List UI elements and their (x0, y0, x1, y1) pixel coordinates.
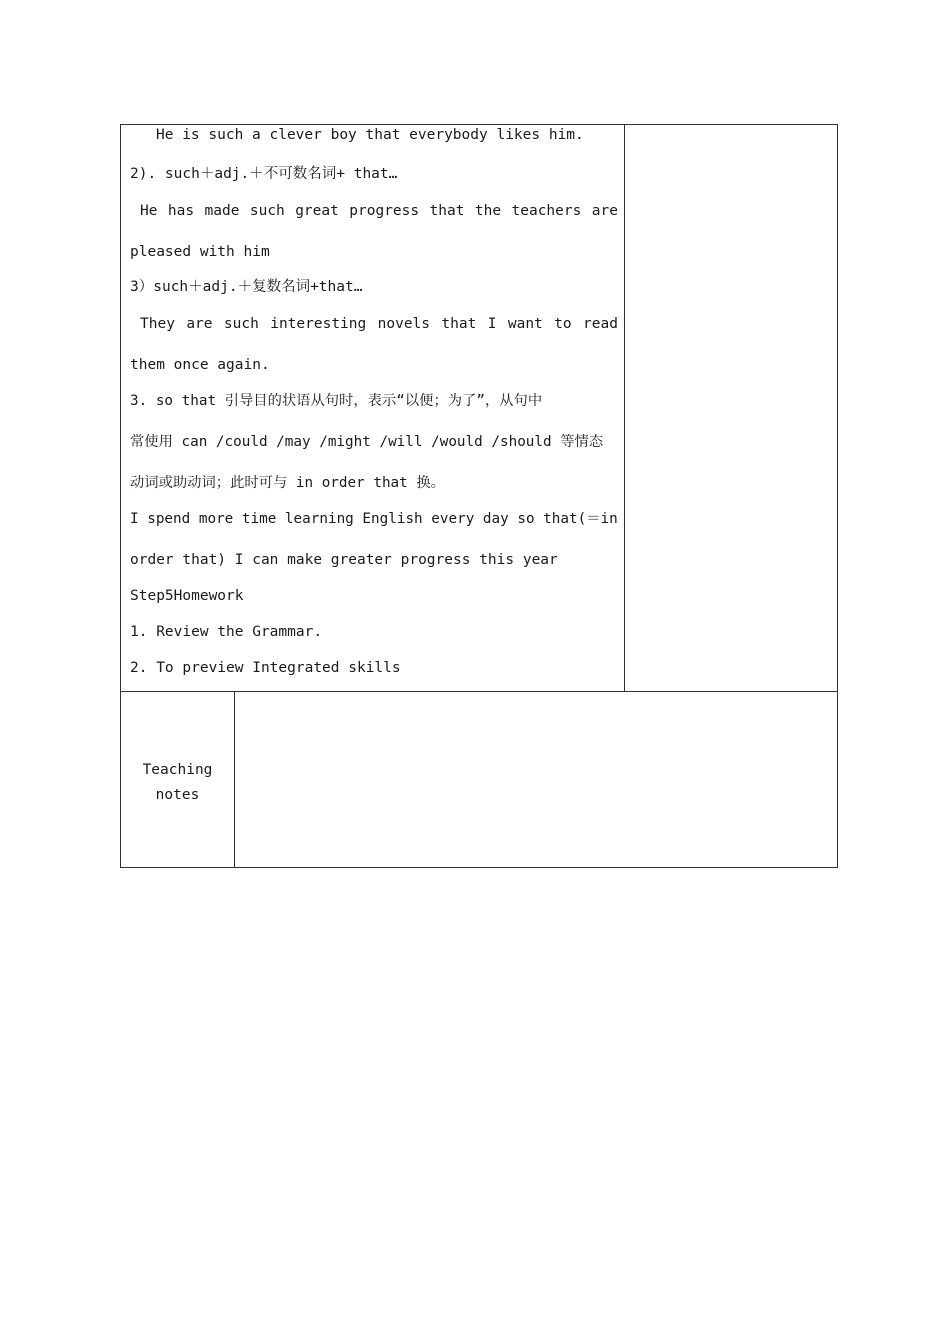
word: that (441, 316, 477, 332)
lesson-table-top (120, 124, 838, 692)
grammar-rule-2: 2). such＋adj.＋不可数名词+ that… (130, 166, 398, 182)
so-that-rule-line-3: 动词或助动词；此时可与 in order that 换。 (130, 475, 445, 491)
notes-label-line-1: Teaching (142, 762, 213, 778)
word: He (140, 203, 158, 219)
so-that-example-line-1: I spend more time learning English every day so that(＝in (130, 511, 618, 527)
word: interesting (270, 316, 367, 332)
so-that-example-line-2: order that) I can make greater progress this year (130, 552, 558, 568)
word: want (507, 316, 543, 332)
word: has (167, 203, 195, 219)
column-divider (624, 125, 625, 691)
example-sentence-2a (130, 201, 618, 221)
homework-heading: Step5Homework (130, 588, 244, 604)
so-that-rule-line-1: 3. so that 引导目的状语从句时，表示“以便；为了”，从句中 (130, 393, 543, 409)
so-that-rule-line-2: 常使用 can /could /may /might /will /would /should 等情态 (130, 434, 604, 450)
word: made (204, 203, 240, 219)
word: novels (377, 316, 431, 332)
word: such (223, 316, 259, 332)
homework-item-1: 1. Review the Grammar. (130, 624, 323, 640)
word: great (295, 203, 339, 219)
word: read (583, 316, 618, 332)
lesson-content-cell (130, 125, 618, 691)
word: I (487, 316, 497, 332)
example-sentence-2b: pleased with him (130, 244, 270, 260)
teaching-notes-table (120, 691, 838, 868)
example-sentence-3b: them once again. (130, 357, 270, 373)
teaching-notes-label (121, 758, 234, 808)
notes-label-line-2: notes (155, 787, 200, 803)
word: teachers (511, 203, 582, 219)
word: such (249, 203, 285, 219)
word: the (474, 203, 502, 219)
word: are (186, 316, 213, 332)
homework-item-2: 2. To preview Integrated skills (130, 660, 401, 676)
word: that (429, 203, 465, 219)
word: are (591, 203, 618, 219)
word: They (140, 316, 175, 332)
example-sentence-1: He is such a clever boy that everybody likes him. (156, 127, 584, 143)
example-sentence-3a (130, 314, 618, 334)
teaching-notes-content (235, 692, 837, 867)
word: to (554, 316, 572, 332)
grammar-rule-3: 3）such＋adj.＋复数名词+that… (130, 279, 363, 295)
word: progress (349, 203, 420, 219)
